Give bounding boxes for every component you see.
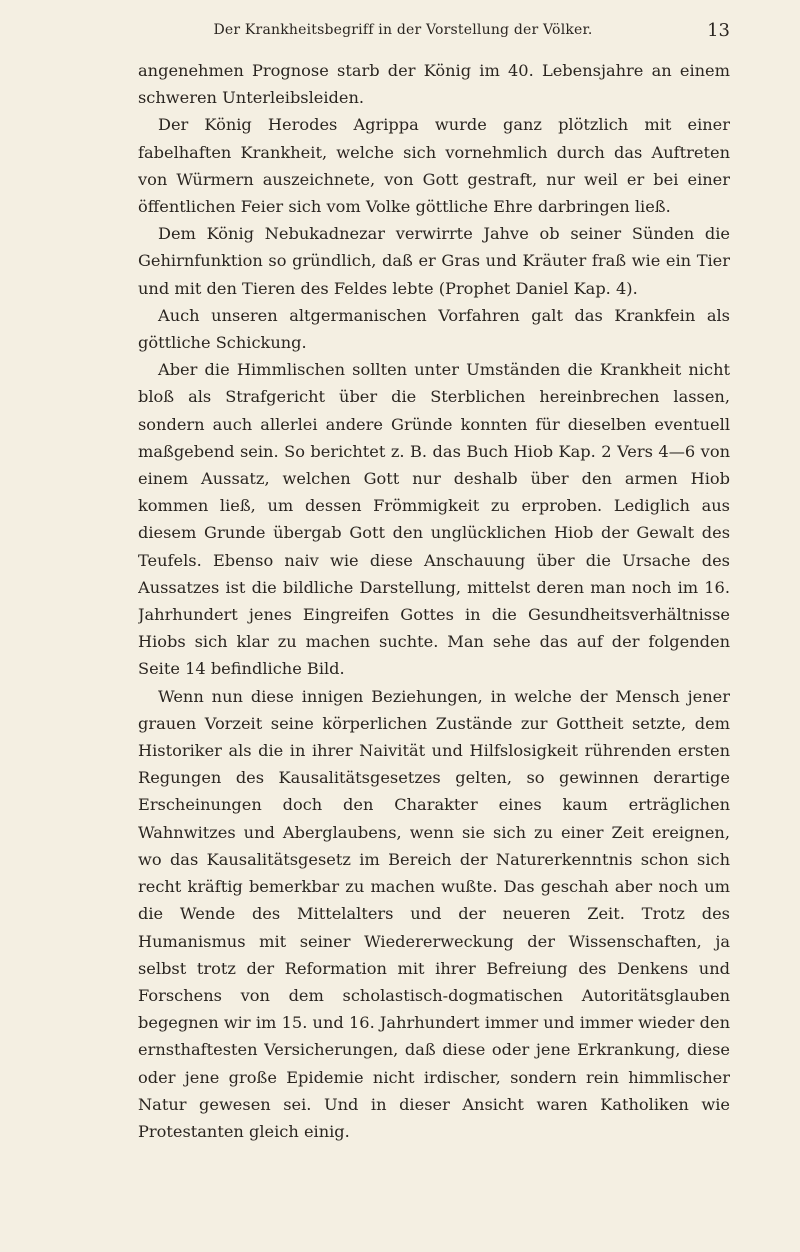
- paragraph-nebukadnezar: Dem König Nebukadnezar verwirrte Jahve ob seiner Sünden die Gehirnfunktion so gründlich, daß er Gras und Kräuter fraß wie ein Tier und mit den Tieren des Feldes lebte (Prophet Daniel Kap. 4).: [138, 224, 730, 298]
- running-title: Der Krankheitsbegriff in der Vorstellung der Völker.: [213, 22, 593, 38]
- paragraph-herodes: Der König Herodes Agrippa wurde ganz plötzlich mit einer fabelhaften Krankheit, welche sich vornehmlich durch das Auftreten von Würmern auszeichnete, von Gott gestraft, nur weil er bei einer öffentlichen Feier sich vom Volke göttliche Ehre darbringen ließ.: [138, 115, 730, 217]
- body-text: [138, 57, 730, 1217]
- paragraph-causality: Wenn nun diese innigen Beziehungen, in welche der Mensch jener grauen Vorzeit seine körperlichen Zustände zur Gottheit setzte, dem Historiker als die in ihrer Naivität und Hilfslosigkeit rührenden ersten Regungen des Kausalitätsgesetzes gelten, so gewinnen derartige Erscheinungen doch den Charakter eines kaum erträglichen Wahnwitzes und Aberglaubens, wenn sie sich zu einer Zeit ereignen, wo das Kausalitätsgesetz im Bereich der Naturerkenntnis schon sich recht kräftig bemerkbar zu machen wußte. Das geschah aber noch um die Wende des Mittelalters und der neueren Zeit. Trotz des Humanismus mit seiner Wiedererweckung der Wissenschaften, ja selbst trotz der Reformation mit ihrer Befreiung des Denkens und Forschens von dem scholastisch-dogmatischen Autoritätsglauben begegnen wir im 15. und 16. Jahrhundert immer und immer wieder den ernsthaftesten Versicherungen, daß diese oder jene Erkrankung, diese oder jene große Epidemie nicht irdischer, sondern rein himmlischer Natur gewesen sei. Und in dieser Ansicht waren Katholiken wie Protestanten gleich einig.: [138, 686, 730, 1141]
- running-head: [136, 20, 730, 44]
- paragraph-continued: angenehmen Prognose starb der König im 40. Lebensjahre an einem schweren Unterleibsleiden.: [138, 61, 730, 108]
- paragraph-hiob: Aber die Himmlischen sollten unter Umständen die Krankheit nicht bloß als Strafgericht über die Sterblichen hereinbrechen lassen, sondern auch allerlei andere Gründe konnten für dieselben eventuell maßgebend sein. So berichtet z. B. das Buch Hiob Kap. 2 Vers 4—6 von einem Aussatz, welchen Gott nur deshalb über den armen Hiob kommen ließ, um dessen Frömmigkeit zu erproben. Lediglich aus diesem Grunde übergab Gott den unglücklichen Hiob der Gewalt des Teufels. Ebenso naiv wie diese Anschauung über die Ursache des Aussatzes ist die bildliche Darstellung, mittelst deren man noch im 16. Jahrhundert jenes Eingreifen Gottes in die Gesundheitsverhältnisse Hiobs sich klar zu machen suchte. Man sehe das auf der folgenden Seite 14 befindliche Bild.: [138, 360, 730, 679]
- page-number: 13: [707, 20, 730, 41]
- paragraph-germanic: Auch unseren altgermanischen Vorfahren galt das Krankfein als göttliche Schickung.: [138, 305, 730, 353]
